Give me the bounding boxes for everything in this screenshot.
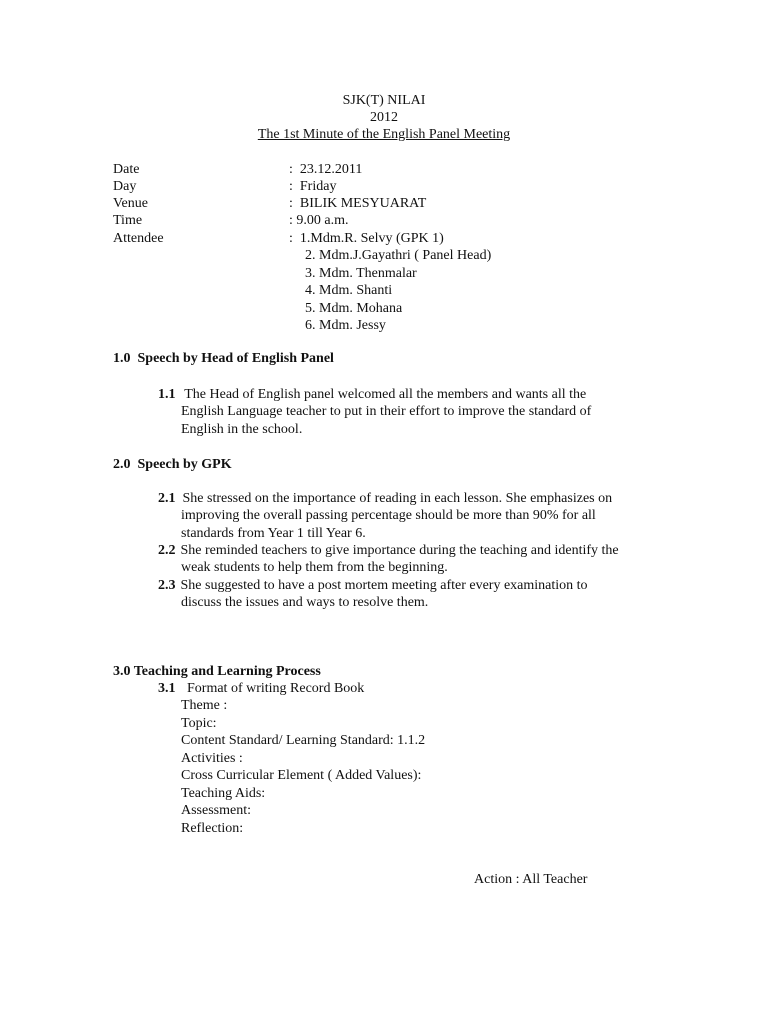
item-2-1-text	[181, 507, 596, 542]
record-book-fields	[181, 697, 425, 837]
item-3-1-title: Format of writing Record Book	[180, 681, 365, 696]
section-2-heading: 2.0 Speech by GPK	[113, 457, 232, 472]
school-name: SJK(T) NILAI	[342, 93, 426, 108]
section-1-heading: 1.0 Speech by Head of English Panel	[113, 351, 334, 366]
time-value: : 9.00 a.m.	[289, 213, 349, 228]
day-label: Day	[113, 179, 137, 194]
item-1-1-text	[181, 403, 591, 438]
list-item: 4. Mdm. Shanti	[305, 283, 393, 298]
year: 2012	[370, 110, 398, 125]
list-item: Assessment:	[181, 803, 251, 818]
item-2-3-line: She suggested to have a post mortem meeting after every examination to	[177, 578, 588, 593]
venue-label: Venue	[113, 196, 148, 211]
list-item: Cross Curricular Element ( Added Values):	[181, 768, 422, 783]
document-title: The 1st Minute of the English Panel Meeting	[257, 127, 511, 142]
list-item: Topic:	[181, 715, 217, 731]
attendee-label: Attendee	[113, 231, 164, 246]
item-2-2-line: weak students to help them from the beginning.	[181, 560, 448, 575]
list-item: Theme :	[181, 698, 228, 713]
item-2-3-line: discuss the issues and ways to resolve them.	[181, 595, 429, 610]
date-value: : 23.12.2011	[289, 162, 363, 177]
day-value: : Friday	[289, 179, 337, 194]
list-item: 6. Mdm. Jessy	[305, 318, 386, 333]
text-line: English in the school.	[181, 421, 303, 437]
item-2-1-number: 2.1	[158, 491, 176, 506]
item-2-1-line: She stressed on the importance of reading in each lesson. She emphasizes on	[179, 491, 613, 506]
list-item: Content Standard/ Learning Standard: 1.1.2	[181, 733, 426, 748]
item-1-1-line: The Head of English panel welcomed all the members and wants all the	[181, 387, 587, 402]
attendee-list	[305, 247, 491, 335]
venue-value: : BILIK MESYUARAT	[289, 196, 427, 211]
text-line: English Language teacher to put in their effort to improve the standard of	[181, 404, 592, 419]
list-item: Reflection:	[181, 820, 244, 836]
attendee-first: : 1.Mdm.R. Selvy (GPK 1)	[289, 231, 444, 246]
item-2-2-number: 2.2	[158, 543, 176, 558]
text-line: standards from Year 1 till Year 6.	[181, 525, 366, 541]
item-1-1-number: 1.1	[158, 387, 176, 402]
list-item: Activities :	[181, 750, 243, 766]
list-item: 2. Mdm.J.Gayathri ( Panel Head)	[305, 248, 492, 263]
time-label: Time	[113, 213, 143, 228]
text-line: improving the overall passing percentage should be more than 90% for all	[181, 508, 596, 523]
list-item: 5. Mdm. Mohana	[305, 300, 403, 316]
date-label: Date	[113, 162, 140, 177]
section-3-heading: 3.0 Teaching and Learning Process	[113, 664, 321, 679]
item-2-2-line: She reminded teachers to give importance during the teaching and identify the	[177, 543, 619, 558]
item-3-1-number: 3.1	[158, 681, 176, 696]
action-note: Action : All Teacher	[474, 872, 588, 887]
list-item: 3. Mdm. Thenmalar	[305, 265, 417, 281]
item-2-3-number: 2.3	[158, 578, 176, 593]
list-item: Teaching Aids:	[181, 785, 266, 801]
